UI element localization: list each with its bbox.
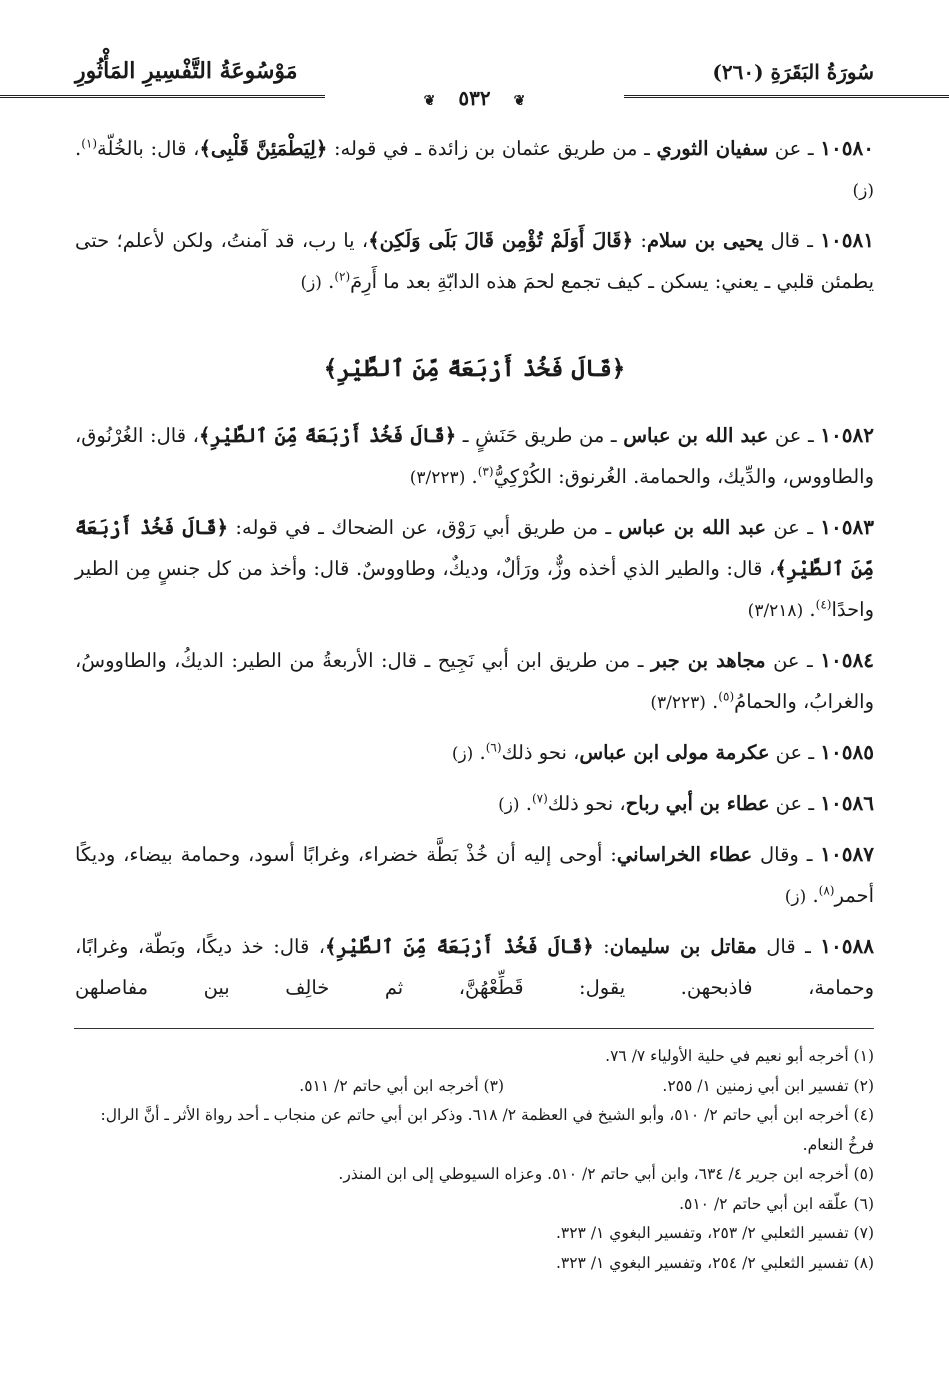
entry-text: . [803, 598, 816, 621]
header-rule-left [0, 95, 325, 98]
entry-text: ، قال: خذ ديكًا، وبَطّة، وغرابًا، وحمامة، فاذبحهن. يقول: قَطِّعْهُنَّ، ثم خالِف بين مفاصلهن [75, 935, 874, 999]
footnote-3: (٣) أخرجه ابن أبي حاتم ٢/ ٥١١. [299, 1076, 504, 1095]
entry-text: ، نحو ذلك [547, 792, 626, 815]
entry-text: ـ عن [765, 516, 821, 539]
entry-10581 [75, 220, 874, 304]
footnote-7: (٧) تفسير الثعلبي ٢/ ٢٥٣، وتفسير البغوي ١/ ٣٢٣. [555, 1224, 874, 1242]
entry-10585 [75, 732, 874, 775]
entry-text: ـ عن [769, 792, 821, 815]
page-number: ٥٣٢ [450, 86, 498, 110]
narrator-name: مجاهد بن جبر [650, 649, 766, 672]
entry-text: ـ من طريق حَنَشٍ ـ [456, 424, 624, 447]
narrator-name: يحيى بن سلام [646, 229, 764, 252]
footnote-1: (١) أخرجه أبو نعيم في حلية الأولياء ٧/ ٧٦. [605, 1047, 874, 1065]
quran-quote: ﴿قَالَ أَوَلَمْ تُؤْمِن قَالَ بَلَى وَلَكِن﴾ [368, 229, 634, 252]
entry-text: ، يا رب، قد آمنتُ، ولكن لأعلم؛ حتى يطمئن قلبي ـ يعني: يسكن ـ كيف تجمع لحمَ هذه الدابّةِ بعد ما أَرِمَ [75, 229, 874, 293]
entry-text: . [473, 741, 486, 764]
footnote-marker[interactable]: (٨) [818, 883, 835, 898]
entry-text: . [519, 792, 532, 815]
narrator-name: عكرمة مولى ابن عباس [579, 741, 770, 764]
page-body [75, 128, 874, 1016]
footnote-marker[interactable]: (٥) [718, 689, 735, 704]
reference-mark: (ز) [852, 181, 874, 201]
reference-mark: (ز) [451, 744, 474, 764]
entry-number: ١٠٥٨٢ [820, 423, 874, 447]
entry-10587 [75, 834, 874, 918]
footnote-5: (٥) أخرجه ابن جرير ٤/ ٦٣٤، وابن أبي حاتم ٢/ ٥١٠. وعزاه السيوطي إلى ابن المنذر. [338, 1165, 874, 1183]
entry-10582 [75, 415, 874, 499]
entry-text: ، نحو ذلك [501, 741, 580, 764]
entry-number: ١٠٥٨١ [820, 228, 874, 252]
reference-mark: (٣/٢١٨) [747, 601, 804, 621]
entry-10588 [75, 926, 874, 1008]
footnote-divider [74, 1028, 874, 1029]
entry-number: ١٠٥٨٣ [820, 515, 875, 539]
footnote-8: (٨) تفسير الثعلبي ٢/ ٢٥٤، وتفسير البغوي ١/ ٣٢٣. [555, 1253, 874, 1272]
entry-number: ١٠٥٨٠ [820, 136, 874, 160]
entry-text: ـ من طريق عثمان بن زائدة ـ في قوله: [327, 137, 657, 160]
entry-text: . [321, 270, 335, 293]
entry-10583 [75, 507, 874, 632]
entry-text: ـ قال [763, 229, 821, 252]
entry-number: ١٠٥٨٦ [820, 791, 874, 815]
entry-text: ـ قال [756, 935, 821, 958]
entry-text: . [705, 690, 719, 713]
narrator-name: عطاء بن أبي رباح [625, 792, 770, 815]
entry-number: ١٠٥٨٥ [820, 740, 874, 764]
page-number-row [75, 86, 874, 110]
narrator-name: عطاء الخراساني [616, 843, 753, 866]
footnote-marker[interactable]: (٤) [815, 597, 832, 612]
entry-text: ـ عن [765, 649, 821, 672]
entry-text: ـ عن [769, 741, 821, 764]
entry-text: ، قال: بالخُلّة [97, 137, 200, 160]
entry-text: ، قال: والطير الذي أخذه وزٌّ، ورَألٌ، وديكٌ، وطاووسٌ. قال: وأخذ من كل جنسٍ مِن الطير واحدًا [75, 557, 874, 621]
entry-text: : أوحى إليه أن خُذْ بَطَّة خضراء، وغرابًا أسود، وحمامة بيضاء، وديكًا أحمر [75, 843, 874, 907]
footnote-marker[interactable]: (١) [81, 136, 98, 151]
section-heading: ﴿قَالَ فَخُذْ أَرْبَعَةً مِّنَ ٱلطَّيْرِ﴾ [323, 355, 626, 382]
quran-quote: ﴿قَالَ فَخُذْ أَرْبَعَةً مِّنَ ٱلطَّيْرِ﴾ [198, 424, 457, 447]
entry-number: ١٠٥٨٨ [820, 934, 875, 958]
quran-quote: ﴿لِيَطْمَئِنَّ قَلْبِى﴾ [199, 137, 328, 160]
entry-text: . [75, 137, 82, 160]
entry-number: ١٠٥٨٧ [820, 842, 874, 866]
entry-10584 [75, 640, 874, 724]
entry-number: ١٠٥٨٤ [820, 648, 874, 672]
page-header [75, 58, 874, 110]
footnote-marker[interactable]: (٢) [334, 269, 351, 284]
footnote-6: (٦) علّقه ابن أبي حاتم ٢/ ٥١٠. [679, 1194, 874, 1213]
reference-mark: (ز) [498, 795, 520, 815]
entry-10580 [75, 128, 874, 212]
entry-text: : [633, 229, 647, 252]
quran-quote: ﴿قَالَ فَخُذْ أَرْبَعَةً مِّنَ ٱلطَّيْرِ﴾ [75, 516, 874, 580]
narrator-name: سفيان الثوري [656, 137, 769, 160]
entry-text: ـ من طريق أبي رَوْق، عن الضحاك ـ في قوله: [228, 516, 619, 539]
ornament-icon: ❦ [506, 93, 534, 109]
footnote-marker[interactable]: (٦) [485, 740, 502, 755]
footnote-row [75, 1072, 874, 1102]
reference-mark: (٣/٢٢٣) [409, 468, 466, 488]
entry-text: . [465, 465, 478, 488]
entry-text: : [593, 935, 610, 958]
entry-text: ، قال: الغُرْنُوق، والطاووس، والدِّيك، والحمامة. الغُرنوق: الكُرْكِيُّ [75, 424, 874, 488]
narrator-name: عبد الله بن عباس [618, 516, 766, 539]
footnote-4: (٤) أخرجه ابن أبي حاتم ٢/ ٥١٠، وأبو الشيخ في العظمة ٢/ ٦١٨. وذكر ابن أبي حاتم عن منجاب ـ أحد رواة الأثر ـ أنَّ الرال: فرخُ النعام. [100, 1106, 874, 1154]
reference-mark: (ز) [784, 887, 807, 907]
book-title: مَوْسُوعَةُ التَّفْسِيرِ المَأْثُورِ [75, 58, 298, 84]
entry-text: ـ عن [768, 137, 821, 160]
ornament-icon: ❦ [416, 93, 444, 109]
footnotes [75, 1042, 874, 1278]
entry-text: ـ وقال [752, 843, 821, 866]
footnote-marker[interactable]: (٣) [477, 464, 494, 479]
entry-text: . [806, 884, 819, 907]
header-rule-right [624, 95, 949, 98]
entry-text: ـ عن [768, 424, 821, 447]
quran-quote: ﴿قَالَ فَخُذْ أَرْبَعَةً مِّنَ ٱلطَّيْرِ﴾ [325, 935, 594, 958]
reference-mark: (ز) [300, 273, 322, 293]
narrator-name: عبد الله بن عباس [623, 424, 769, 447]
entry-text: ـ من طريق ابن أبي نَجِيح ـ قال: الأربعةُ من الطير: الديكُ، والطاووسُ، والغرابُ، والحمامُ [75, 649, 874, 713]
footnote-marker[interactable]: (٧) [531, 791, 548, 806]
narrator-name: مقاتل بن سليمان [609, 935, 757, 958]
reference-mark: (٣/٢٢٣) [650, 693, 706, 713]
entry-10586 [75, 783, 874, 826]
surah-title: سُورَةُ البَقَرَةِ (٢٦٠) [712, 60, 874, 84]
footnote-2: (٢) تفسير ابن أبي زمنين ١/ ٢٥٥. [662, 1076, 874, 1095]
